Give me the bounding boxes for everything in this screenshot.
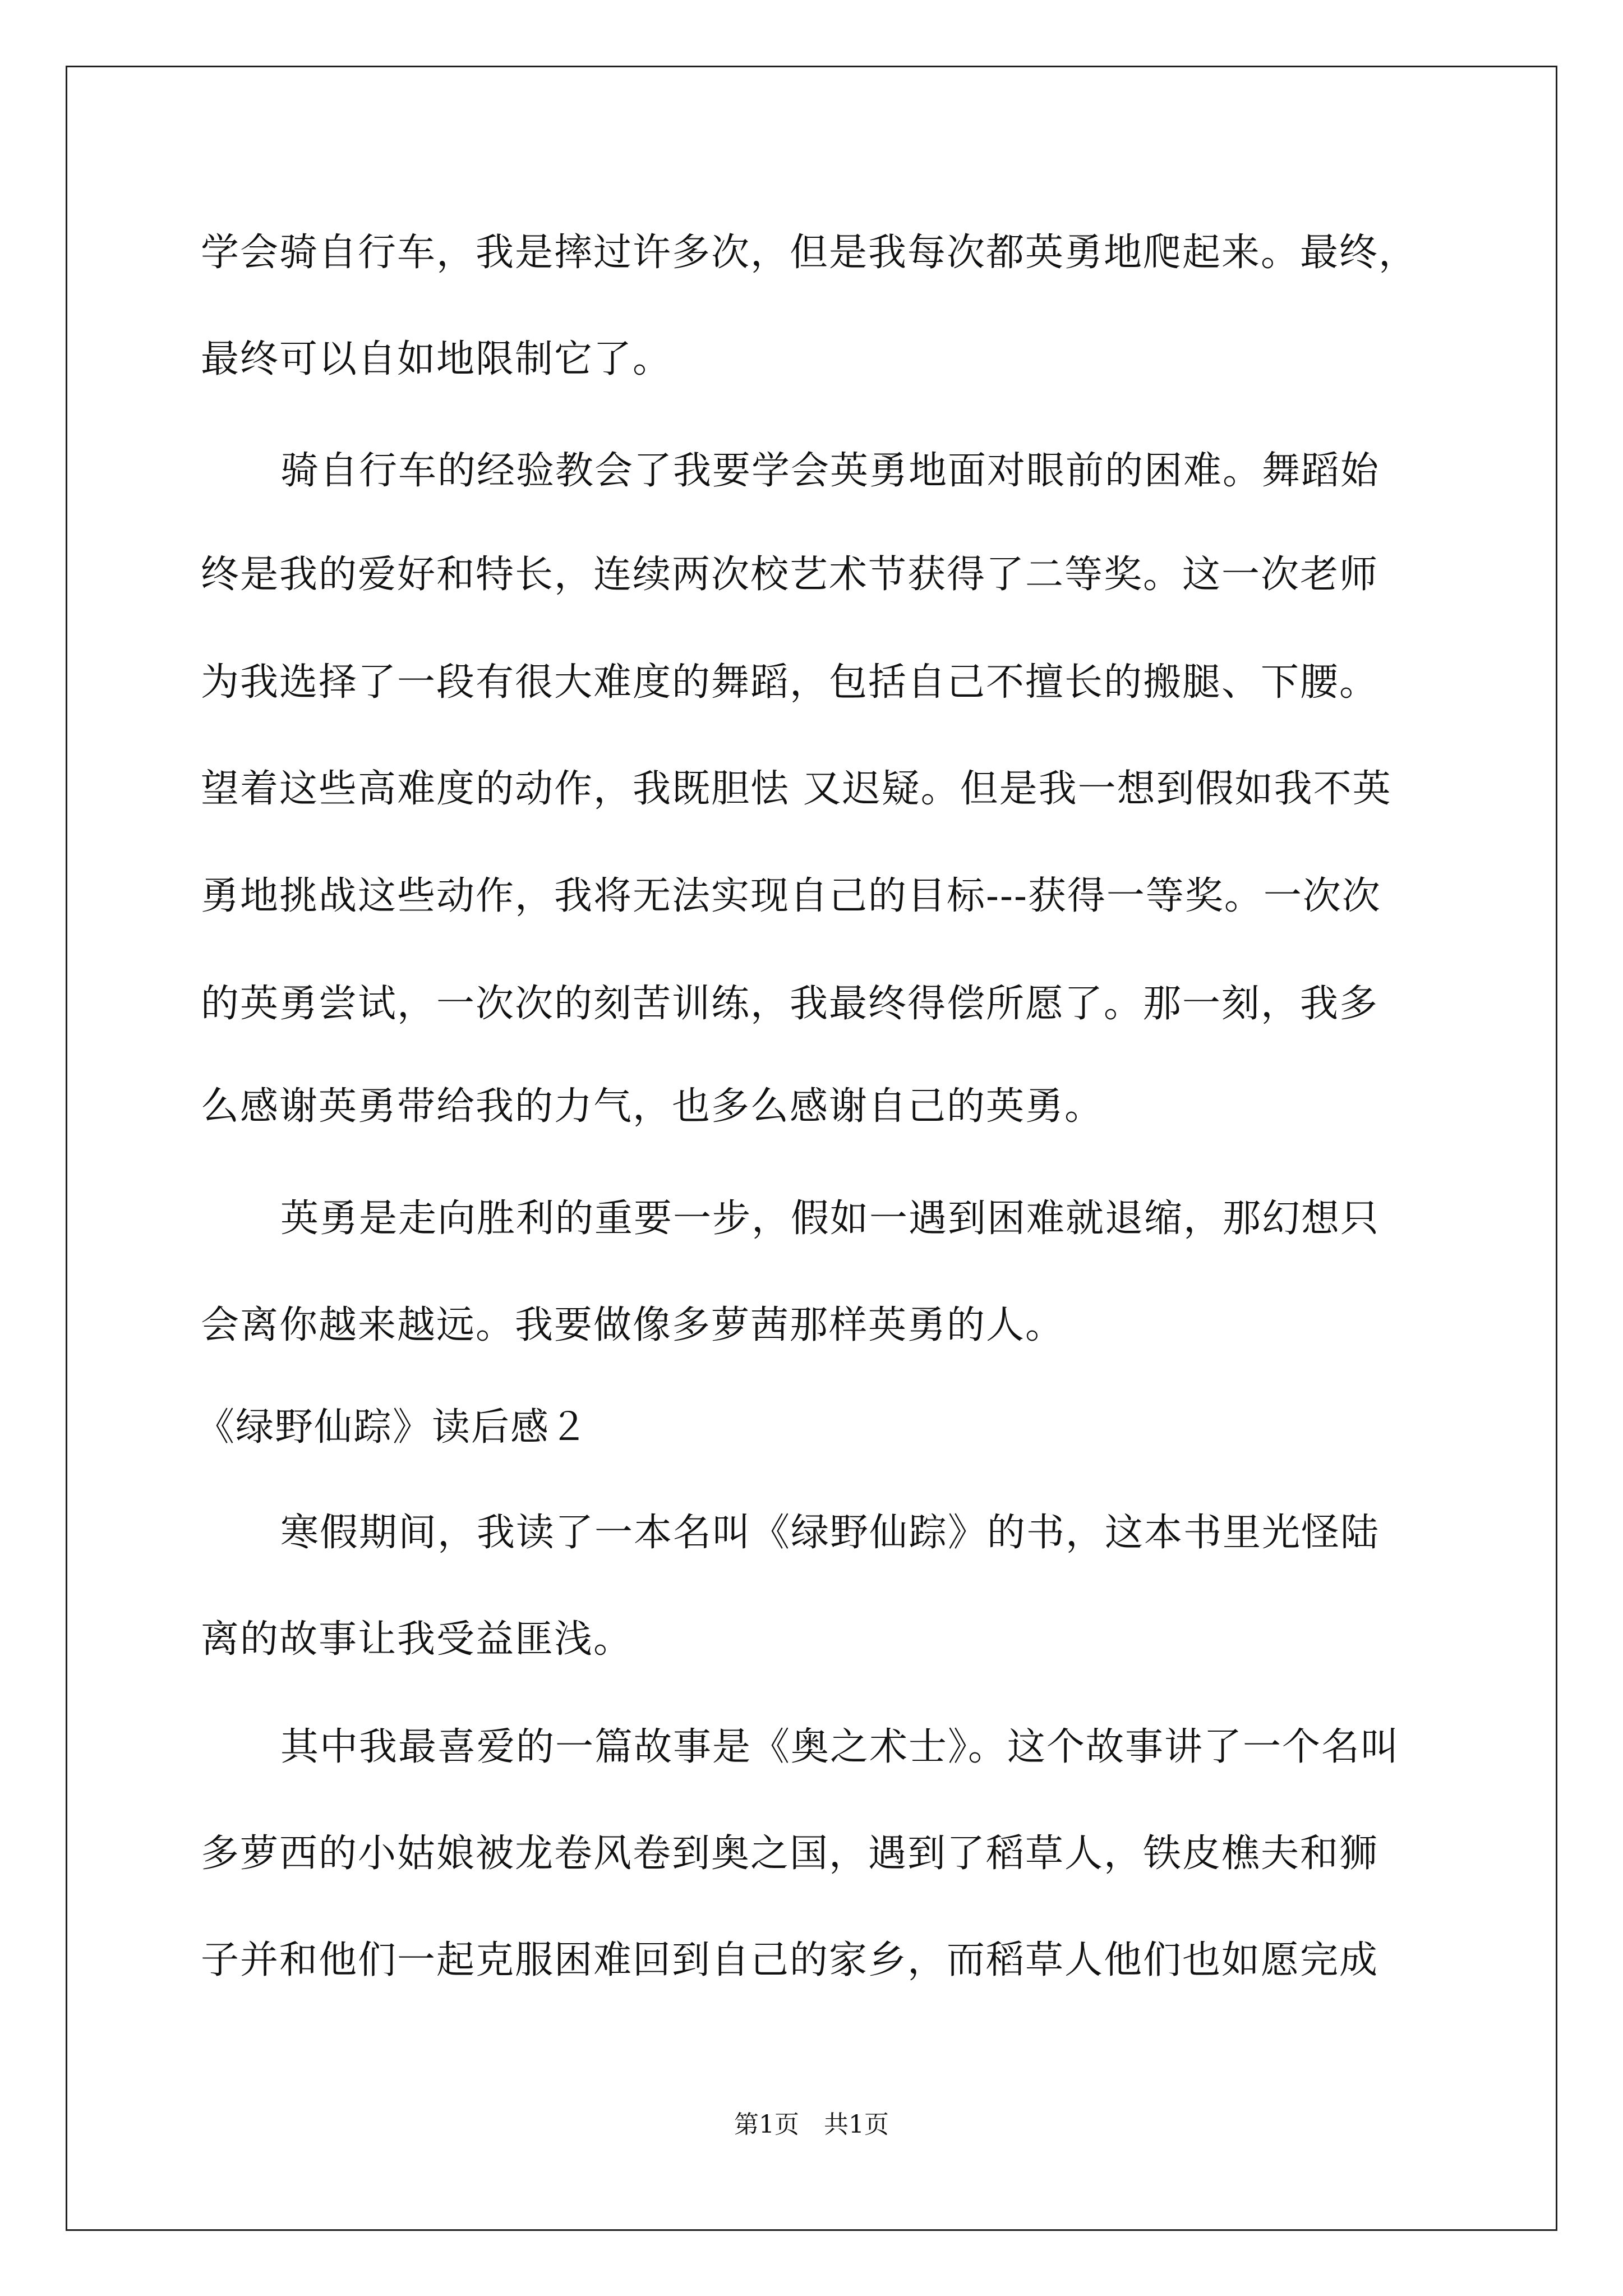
text-line: 终是我的爱好和特长，连续两次校艺术节获得了二等奖。这一次老师 [201, 553, 1379, 597]
text-line: 么感谢英勇带给我的力气，也多么感谢自己的英勇。 [201, 1084, 1104, 1129]
section-heading: 《绿野仙踪》读后感２ [196, 1405, 589, 1450]
text-line: 为我选择了一段有很大难度的舞蹈，包括自己不擅长的搬腿、下腰。 [201, 660, 1379, 705]
text-line: 勇地挑战这些动作，我将无法实现自己的目标---获得一等奖。一次次 [201, 874, 1381, 918]
page-number-footer: 第1页 共1页 [734, 2110, 889, 2139]
text-line: 子并和他们一起克服困难回到自己的家乡，而稻草人他们也如愿完成 [201, 1938, 1379, 1982]
page-border [66, 66, 1557, 2231]
text-line: 离的故事让我受益匪浅。 [201, 1617, 633, 1662]
text-line: 的英勇尝试，一次次的刻苦训练，我最终得偿所愿了。那一刻，我多 [201, 982, 1379, 1026]
paragraph-first-line: 寒假期间，我读了一本名叫《绿野仙踪》的书，这本书里光怪陆 [280, 1511, 1380, 1555]
text-line: 多萝西的小姑娘被龙卷风卷到奥之国，遇到了稻草人，铁皮樵夫和狮 [201, 1832, 1379, 1876]
paragraph-first-line: 其中我最喜爱的一篇故事是《奥之术士》。这个故事讲了一个名叫 [280, 1725, 1400, 1769]
paragraph-first-line: 骑自行车的经验教会了我要学会英勇地面对眼前的困难。舞蹈始 [280, 449, 1380, 493]
text-line: 望着这些高难度的动作，我既胆怯 又迟疑。但是我一想到假如我不英 [201, 767, 1392, 811]
text-line: 会离你越来越远。我要做像多萝茜那样英勇的人。 [201, 1303, 1065, 1347]
text-line: 最终可以自如地限制它了。 [201, 337, 672, 381]
paragraph-first-line: 英勇是走向胜利的重要一步，假如一遇到困难就退缩，那幻想只 [280, 1197, 1380, 1241]
text-line: 学会骑自行车，我是摔过许多次，但是我每次都英勇地爬起来。最终， [201, 231, 1418, 275]
